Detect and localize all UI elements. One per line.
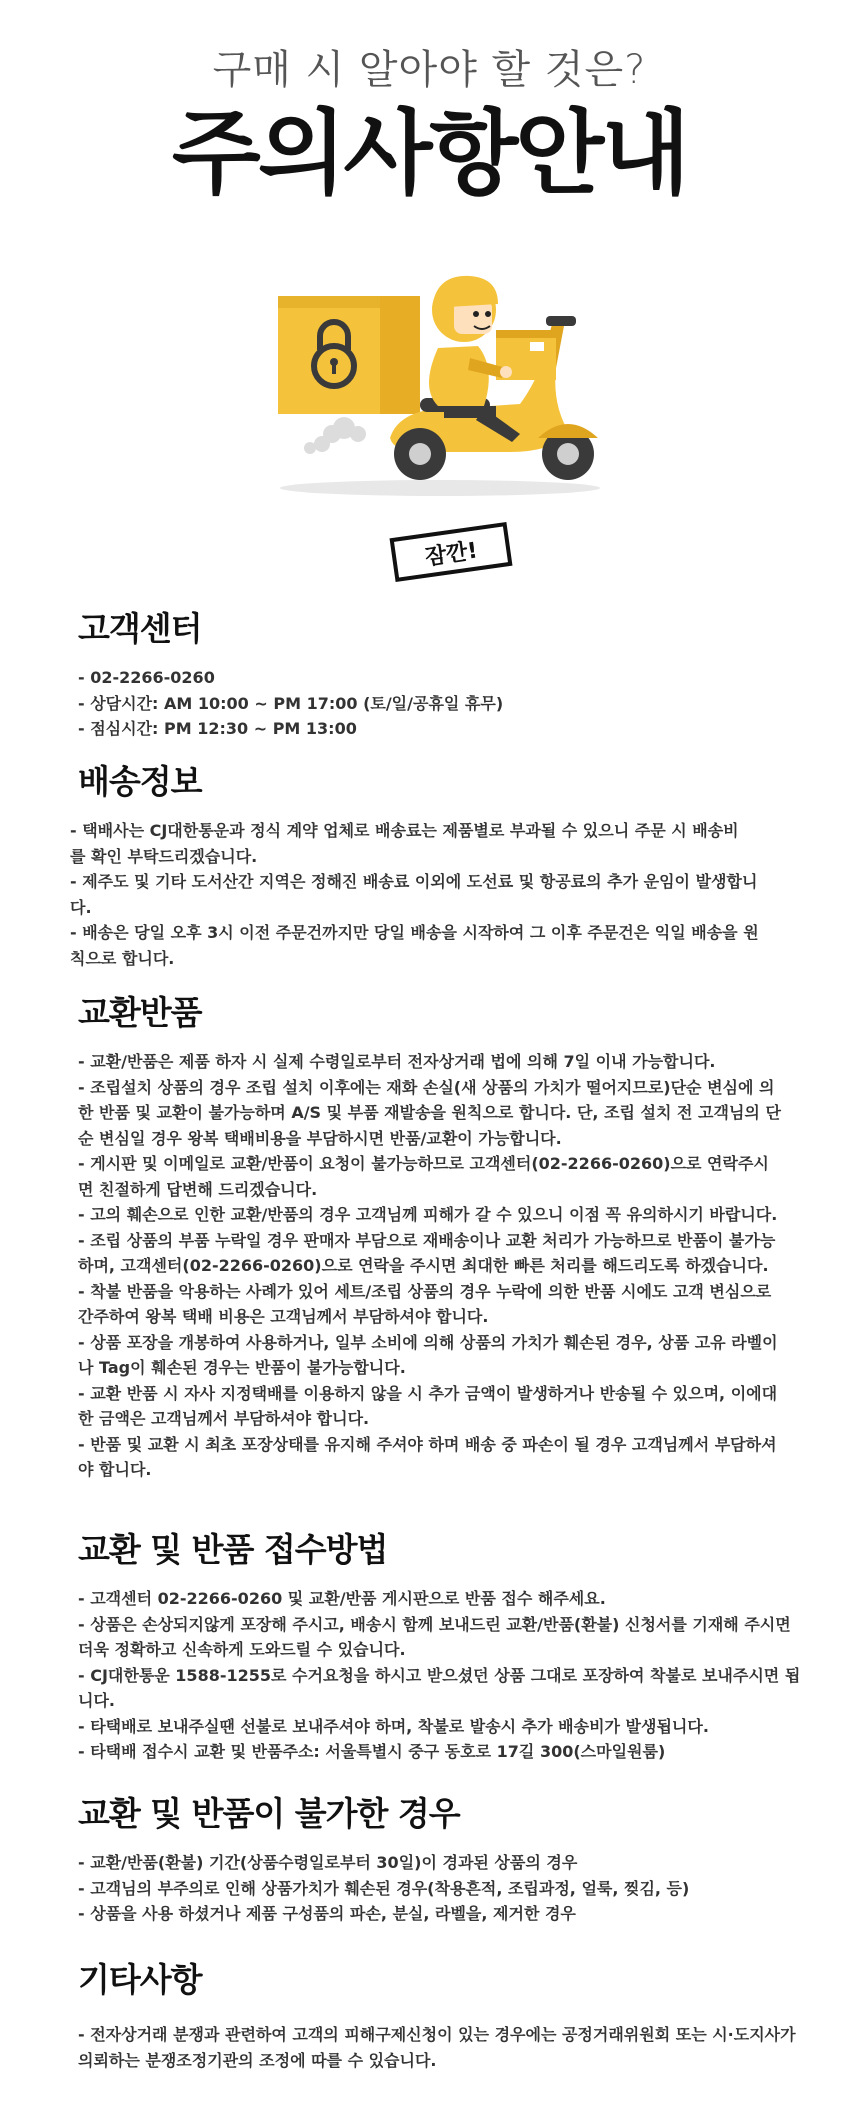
info-line: - 02-2266-0260 (78, 668, 215, 687)
info-line: - 반품 및 교환 시 최초 포장상태를 유지해 주셔야 하며 배송 중 파손이 될 경우 고객님께서 부담하셔 (78, 1434, 777, 1454)
info-line: - 상품 포장을 개봉하여 사용하거나, 일부 소비에 의해 상품의 가치가 훼손된 경우, 상품 고유 라벨이 (78, 1332, 778, 1352)
info-line: 더욱 정확하고 신속하게 도와드릴 수 있습니다. (78, 1640, 406, 1659)
section-shipping-info (70, 762, 790, 971)
info-line: - 타택배 접수시 교환 및 반품주소: 서울특별시 중구 동호로 17길 300(스마일원룸) (78, 1742, 666, 1761)
info-line: 의뢰하는 분쟁조정기관의 조정에 따를 수 있습니다. (78, 2050, 437, 2070)
info-line: 를 확인 부탁드리겠습니다. (70, 846, 258, 866)
info-line: - 교환 반품 시 자사 지정택배를 이용하지 않을 시 추가 금액이 발생하거나 반송될 수 있으며, 이에대 (78, 1383, 778, 1403)
info-line: 나 Tag이 훼손된 경우는 반품이 불가능합니다. (78, 1358, 406, 1377)
info-line: 한 반품 및 교환이 불가능하며 A/S 및 부품 재발송을 원칙으로 합니다. 단, 조립 설치 전 고객님의 단 (78, 1103, 781, 1122)
info-line: - 고객님의 부주의로 인해 상품가치가 훼손된 경우(착용흔적, 조립과정, 얼룩, 찢김, 등) (78, 1878, 690, 1898)
section-return-procedure (78, 1530, 801, 1765)
section-title: 배송정보 (78, 762, 202, 801)
attention-stamp: 잠깐! (390, 522, 513, 582)
info-line: 다. (70, 897, 92, 917)
info-line: - 게시판 및 이메일로 교환/반품이 요청이 불가능하므로 고객센터(02-2266-0260)으로 연락주시 (78, 1154, 769, 1173)
section-title: 기타사항 (78, 1960, 202, 1999)
info-line: 니다. (78, 1691, 115, 1710)
info-line: - 상품은 손상되지않게 포장해 주시고, 배송시 함께 보내드린 교환/반품(환불) 신청서를 기재해 주시면 (78, 1614, 791, 1634)
section-misc (78, 1960, 798, 2073)
page-subtitle: 구매 시 알아야 할 것은? (212, 47, 647, 93)
info-line: - 상담시간: AM 10:00 ~ PM 17:00 (토/일/공휴일 휴무) (78, 693, 504, 713)
info-line: - 상품을 사용 하셨거나 제품 구성품의 파손, 분실, 라벨을, 제거한 경우 (78, 1904, 576, 1923)
info-line: 간주하여 왕복 택배 비용은 고객님께서 부담하셔야 합니다. (78, 1307, 489, 1326)
section-title: 고객센터 (78, 609, 202, 648)
info-line: - 고객센터 02-2266-0260 및 교환/반품 게시판으로 반품 접수 해주세요. (78, 1589, 606, 1608)
info-line: - 착불 반품을 악용하는 사례가 있어 세트/조립 상품의 경우 누락에 의한 반품 시에도 고객 변심으로 (78, 1281, 772, 1301)
delivery-scooter-illustration (270, 238, 630, 500)
info-line: 한 금액은 고객님께서 부담하셔야 합니다. (78, 1409, 370, 1428)
info-line: - 조립설치 상품의 경우 조립 설치 이후에는 재화 손실(새 상품의 가치가 떨어지므로)단순 변심에 의 (78, 1077, 775, 1097)
info-line: - 배송은 당일 오후 3시 이전 주문건까지만 당일 배송을 시작하여 그 이후 주문건은 익일 배송을 원 (70, 923, 759, 942)
info-line: 야 합니다. (78, 1460, 152, 1479)
info-line: - 제주도 및 기타 도서산간 지역은 정해진 배송료 이외에 도선료 및 항공료의 추가 운임이 발생합니 (70, 872, 758, 891)
info-line: - CJ대한통운 1588-1255로 수거요청을 하시고 받으셨던 상품 그대로 포장하여 착불로 보내주시면 됩 (78, 1665, 801, 1685)
info-line: 하며, 고객센터(02-2266-0260)으로 연락을 주시면 최대한 빠른 처리를 해드리도록 하겠습니다. (78, 1256, 769, 1275)
section-exchange-return (78, 993, 798, 1483)
info-line: 순 변심일 경우 왕복 택배비용을 부담하시면 반품/교환이 가능합니다. (78, 1128, 562, 1148)
section-title: 교환 및 반품 접수방법 (78, 1530, 388, 1569)
info-line: - 교환/반품(환불) 기간(상품수령일로부터 30일)이 경과된 상품의 경우 (78, 1853, 578, 1872)
section-title: 교환 및 반품이 불가한 경우 (78, 1794, 460, 1833)
info-line: - 고의 훼손으로 인한 교환/반품의 경우 고객님께 피해가 갈 수 있으니 이점 꼭 유의하시기 바랍니다. (78, 1205, 778, 1224)
info-line: 면 친절하게 답변해 드리겠습니다. (78, 1179, 318, 1199)
info-line: - 조립 상품의 부품 누락일 경우 판매자 부담으로 재배송이나 교환 처리가 가능하므로 반품이 불가능 (78, 1230, 776, 1250)
info-line: 칙으로 합니다. (70, 948, 175, 968)
info-line: - 택배사는 CJ대한통운과 정식 계약 업체로 배송료는 제품별로 부과될 수 있으니 주문 시 배송비 (70, 821, 739, 840)
page-title: 주의사항안내 (171, 100, 688, 207)
section-title: 교환반품 (78, 993, 202, 1032)
info-line: - 타택배로 보내주실땐 선불로 보내주셔야 하며, 착불로 발송시 추가 배송비가 발생됩니다. (78, 1716, 709, 1736)
info-line: - 교환/반품은 제품 하자 시 실제 수령일로부터 전자상거래 법에 의해 7일 이내 가능합니다. (78, 1052, 716, 1071)
info-line: - 전자상거래 분쟁과 관련하여 고객의 피해구제신청이 있는 경우에는 공정거래위원회 또는 시·도지사가 (78, 2025, 796, 2044)
section-customer-center (78, 609, 798, 742)
section-no-return-cases (78, 1794, 798, 1927)
info-line: - 점심시간: PM 12:30 ~ PM 13:00 (78, 719, 357, 738)
